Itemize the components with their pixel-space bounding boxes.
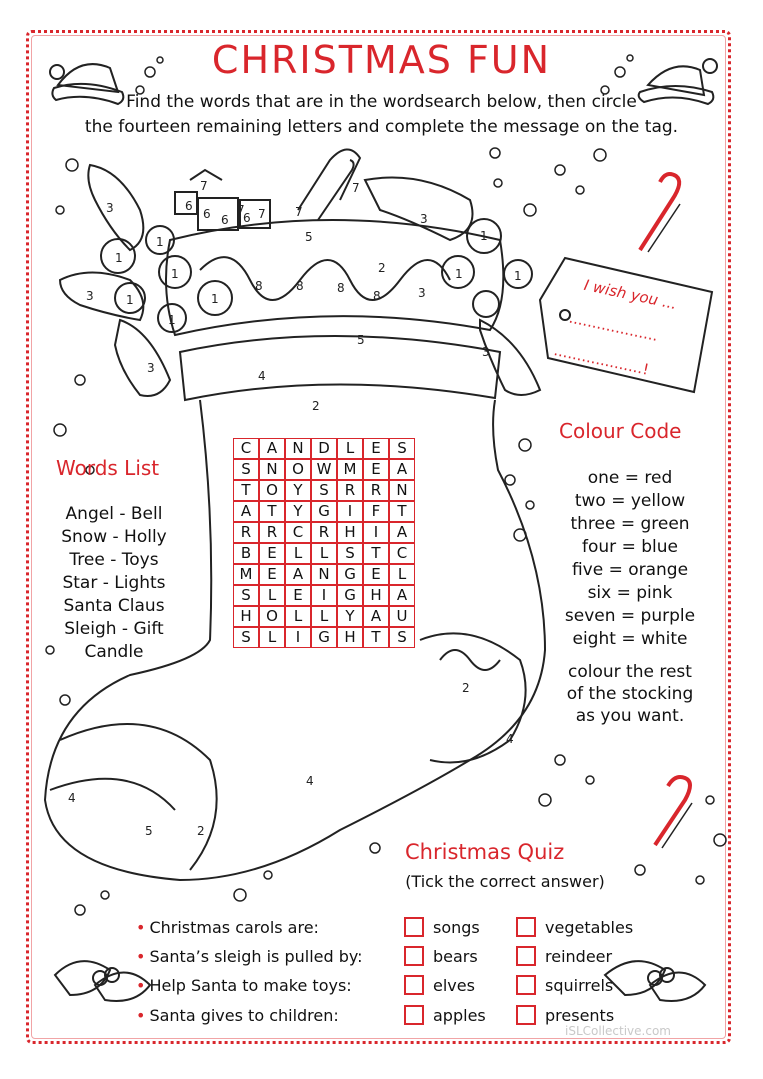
svg-text:7: 7 [352, 181, 360, 195]
list-item: eight = white [572, 629, 688, 649]
grid-cell[interactable]: S [233, 459, 259, 480]
grid-row [233, 564, 415, 585]
list-item: one = red [587, 468, 673, 488]
svg-text:8: 8 [373, 289, 381, 303]
grid-cell[interactable]: N [259, 459, 285, 480]
grid-cell[interactable]: L [285, 543, 311, 564]
list-item: seven = purple [564, 606, 696, 626]
list-item: Santa Claus [63, 596, 165, 616]
quiz-heading: Christmas Quiz [405, 840, 565, 864]
wordsearch-grid [233, 438, 415, 648]
grid-cell[interactable]: A [389, 459, 415, 480]
svg-text:4: 4 [68, 791, 76, 805]
answer-option-a: apples [433, 1006, 486, 1025]
answer-option-a: bears [433, 947, 478, 966]
grid-cell[interactable]: S [337, 543, 363, 564]
tag-line-3: ...................! [552, 341, 651, 379]
svg-text:7: 7 [295, 205, 303, 219]
grid-row [233, 606, 415, 627]
grid-cell[interactable]: R [259, 522, 285, 543]
svg-text:8: 8 [255, 279, 263, 293]
quiz-subheading: (Tick the correct answer) [405, 872, 605, 891]
grid-row [233, 522, 415, 543]
grid-cell[interactable]: S [389, 438, 415, 459]
grid-row [233, 627, 415, 648]
grid-cell[interactable]: G [337, 585, 363, 606]
quiz-question [136, 947, 363, 966]
grid-cell[interactable]: L [311, 543, 337, 564]
grid-cell[interactable]: G [311, 501, 337, 522]
list-item: four = blue [582, 537, 678, 557]
colour-code-list [540, 467, 720, 651]
answer-option-b: vegetables [545, 918, 634, 937]
grid-row [233, 459, 415, 480]
grid-row [233, 585, 415, 606]
candy-cane-icon [640, 174, 680, 252]
quiz-question-text: Christmas carols are: [149, 918, 319, 937]
watermark: iSLCollective.com [565, 1024, 671, 1038]
svg-text:7: 7 [258, 207, 266, 221]
answer-checkbox-b[interactable] [516, 1005, 536, 1025]
grid-cell[interactable]: A [285, 564, 311, 585]
grid-cell[interactable]: L [259, 585, 285, 606]
bullet-icon: • [136, 947, 146, 966]
note-line: of the stocking [566, 684, 694, 704]
grid-cell[interactable]: I [363, 522, 389, 543]
svg-text:3: 3 [418, 286, 426, 300]
svg-text:1: 1 [126, 293, 134, 307]
answer-checkbox-a[interactable] [404, 975, 424, 995]
grid-cell[interactable]: T [389, 501, 415, 522]
grid-cell[interactable]: Y [285, 501, 311, 522]
instructions-line-2: the fourteen remaining letters and complete the message on the tag. [84, 117, 679, 137]
grid-cell[interactable]: C [233, 438, 259, 459]
grid-cell[interactable]: S [233, 627, 259, 648]
svg-text:2: 2 [378, 261, 386, 275]
bullet-icon: • [136, 918, 146, 937]
grid-cell[interactable]: I [311, 585, 337, 606]
grid-cell[interactable]: A [259, 438, 285, 459]
santa-hat-icon [639, 59, 717, 104]
svg-text:8: 8 [337, 281, 345, 295]
grid-cell[interactable]: C [285, 522, 311, 543]
answer-checkbox-a[interactable] [404, 1005, 424, 1025]
svg-text:2: 2 [312, 399, 320, 413]
answer-option-b: presents [545, 1006, 615, 1025]
page-title: CHRISTMAS FUN [211, 38, 552, 82]
grid-cell[interactable]: U [389, 606, 415, 627]
quiz-question [136, 1006, 339, 1025]
grid-row [233, 501, 415, 522]
svg-text:3: 3 [106, 201, 114, 215]
grid-cell[interactable]: M [233, 564, 259, 585]
answer-option-a: songs [433, 918, 480, 937]
grid-cell[interactable]: L [337, 438, 363, 459]
list-item: Snow - Holly [61, 527, 167, 547]
grid-cell[interactable]: F [363, 501, 389, 522]
list-item: Sleigh - Gift [64, 619, 164, 639]
list-item: six = pink [587, 583, 673, 603]
quiz-question-text: Santa gives to children: [149, 1006, 339, 1025]
svg-text:3: 3 [482, 345, 490, 359]
grid-cell[interactable]: L [259, 627, 285, 648]
grid-cell[interactable]: E [363, 564, 389, 585]
svg-text:6: 6 [221, 213, 229, 227]
note-line: colour the rest [568, 662, 692, 682]
grid-cell[interactable]: L [311, 606, 337, 627]
grid-cell[interactable]: T [363, 543, 389, 564]
svg-text:3: 3 [420, 212, 428, 226]
grid-cell[interactable]: W [311, 459, 337, 480]
colour-code-note [540, 661, 720, 727]
grid-cell[interactable]: A [389, 585, 415, 606]
answer-checkbox-b[interactable] [516, 917, 536, 937]
grid-cell[interactable]: E [259, 543, 285, 564]
grid-cell[interactable]: M [337, 459, 363, 480]
grid-cell[interactable]: R [363, 480, 389, 501]
grid-cell[interactable]: N [285, 438, 311, 459]
grid-row [233, 543, 415, 564]
grid-cell[interactable]: Y [337, 606, 363, 627]
grid-cell[interactable]: B [233, 543, 259, 564]
svg-text:2: 2 [197, 824, 205, 838]
grid-cell[interactable]: R [311, 522, 337, 543]
svg-text:5: 5 [305, 230, 313, 244]
svg-text:3: 3 [86, 289, 94, 303]
grid-cell[interactable]: H [337, 522, 363, 543]
svg-text:1: 1 [455, 267, 463, 281]
svg-text:6: 6 [185, 199, 193, 213]
grid-cell[interactable]: I [337, 501, 363, 522]
grid-cell[interactable]: G [337, 564, 363, 585]
grid-cell[interactable]: G [311, 627, 337, 648]
grid-cell[interactable]: S [311, 480, 337, 501]
grid-cell[interactable]: H [363, 585, 389, 606]
grid-cell[interactable]: T [259, 501, 285, 522]
list-item: Angel - Bell [65, 504, 163, 524]
grid-cell[interactable]: L [389, 564, 415, 585]
list-item: Candle [84, 642, 144, 662]
grid-cell[interactable]: N [389, 480, 415, 501]
grid-row [233, 438, 415, 459]
svg-text:1: 1 [115, 251, 123, 265]
list-item: Star - Lights [62, 573, 166, 593]
answer-option-a: elves [433, 976, 475, 995]
grid-cell[interactable]: Y [285, 480, 311, 501]
svg-text:4: 4 [506, 732, 514, 746]
bullet-icon: • [136, 1006, 146, 1025]
colour-code-heading: Colour Code [559, 419, 682, 443]
svg-text:4: 4 [258, 369, 266, 383]
svg-text:6: 6 [203, 207, 211, 221]
grid-cell[interactable]: T [233, 480, 259, 501]
grid-cell[interactable]: E [363, 438, 389, 459]
candy-cane-icon [655, 777, 692, 848]
svg-text:2: 2 [462, 681, 470, 695]
svg-text:1: 1 [514, 269, 522, 283]
note-line: as you want. [575, 706, 685, 726]
grid-cell[interactable]: D [311, 438, 337, 459]
bullet-icon: • [136, 976, 146, 995]
grid-cell[interactable]: E [285, 585, 311, 606]
svg-text:7: 7 [200, 179, 208, 193]
grid-cell[interactable]: R [337, 480, 363, 501]
svg-text:3: 3 [147, 361, 155, 375]
santa-hat-icon [50, 64, 123, 104]
quiz-question-row [136, 915, 656, 941]
grid-cell[interactable]: H [337, 627, 363, 648]
instructions-line-1: Find the words that are in the wordsearch below, then circle [126, 92, 637, 112]
grid-cell[interactable]: O [259, 480, 285, 501]
svg-text:6: 6 [243, 211, 251, 225]
grid-cell[interactable]: C [389, 543, 415, 564]
quiz-question-row [136, 944, 656, 970]
grid-cell[interactable]: H [233, 606, 259, 627]
grid-row [233, 480, 415, 501]
grid-cell[interactable]: E [259, 564, 285, 585]
grid-cell[interactable]: R [233, 522, 259, 543]
list-item: two = yellow [574, 491, 686, 511]
words-list-heading: Words List [56, 456, 160, 480]
svg-text:4: 4 [306, 774, 314, 788]
quiz-question-text: Help Santa to make toys: [149, 976, 352, 995]
quiz-question [136, 976, 352, 995]
grid-cell[interactable]: T [363, 627, 389, 648]
svg-text:5: 5 [357, 333, 365, 347]
grid-cell[interactable]: A [389, 522, 415, 543]
list-item: three = green [570, 514, 690, 534]
svg-text:7: 7 [237, 203, 245, 217]
grid-cell[interactable]: A [363, 606, 389, 627]
svg-text:1: 1 [156, 235, 164, 249]
grid-cell[interactable]: L [285, 606, 311, 627]
grid-cell[interactable]: S [389, 627, 415, 648]
quiz-question [136, 918, 319, 937]
grid-cell[interactable]: N [311, 564, 337, 585]
svg-text:8: 8 [296, 279, 304, 293]
answer-checkbox-a[interactable] [404, 917, 424, 937]
answer-checkbox-b[interactable] [516, 975, 536, 995]
quiz-question-text: Santa’s sleigh is pulled by: [149, 947, 363, 966]
tag-line-1: I wish you ... [582, 275, 679, 314]
grid-cell[interactable]: E [363, 459, 389, 480]
tag-line-2: ................... [567, 308, 660, 345]
grid-cell[interactable]: O [259, 606, 285, 627]
list-item: Tree - Toys [69, 550, 159, 570]
svg-text:1: 1 [480, 229, 488, 243]
grid-cell[interactable]: O [285, 459, 311, 480]
list-item: five = orange [571, 560, 689, 580]
svg-text:5: 5 [145, 824, 153, 838]
grid-cell[interactable]: A [233, 501, 259, 522]
answer-option-b: squirrels [545, 976, 614, 995]
svg-text:1: 1 [211, 292, 219, 306]
answer-option-b: reindeer [545, 947, 613, 966]
grid-cell[interactable]: S [233, 585, 259, 606]
grid-cell[interactable]: I [285, 627, 311, 648]
svg-text:1: 1 [171, 267, 179, 281]
answer-checkbox-a[interactable] [404, 946, 424, 966]
svg-text:1: 1 [168, 313, 176, 327]
quiz-question-row [136, 973, 656, 999]
words-list [40, 503, 188, 664]
answer-checkbox-b[interactable] [516, 946, 536, 966]
